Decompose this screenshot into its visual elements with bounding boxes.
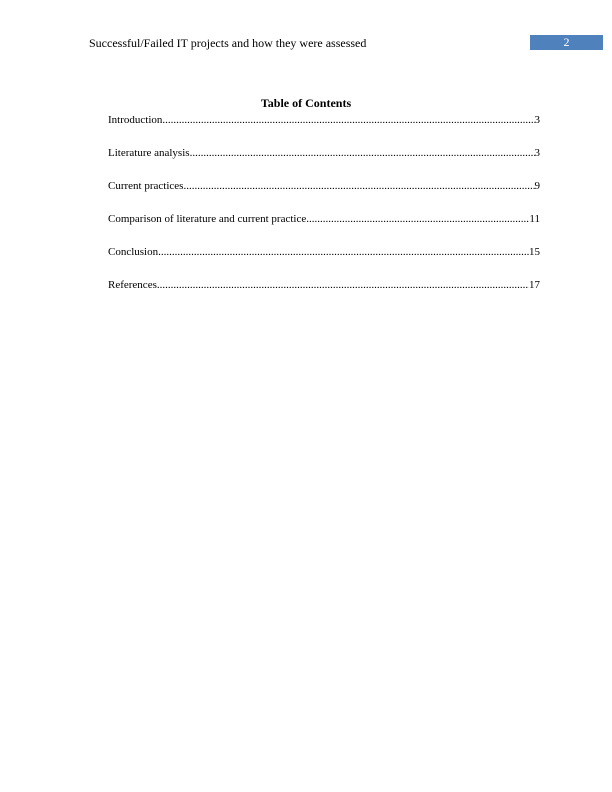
toc-entry-label: Introduction bbox=[108, 114, 163, 126]
toc-entry-comparison[interactable] bbox=[108, 212, 540, 245]
toc-entry-conclusion[interactable] bbox=[108, 245, 540, 278]
running-header-title: Successful/Failed IT projects and how they were assessed bbox=[89, 36, 367, 50]
toc-entry-label: Comparison of literature and current practice bbox=[108, 213, 307, 225]
toc-dot-leader bbox=[158, 245, 529, 259]
toc-dot-leader bbox=[183, 179, 534, 193]
toc-entry-current-practices[interactable] bbox=[108, 179, 540, 212]
toc-entry-label: Current practices bbox=[108, 180, 184, 192]
toc-entry-literature-analysis[interactable] bbox=[108, 146, 540, 179]
toc-entry-page: 15 bbox=[529, 246, 540, 258]
toc-entry-page: 3 bbox=[534, 114, 540, 126]
toc-dot-leader bbox=[162, 113, 534, 127]
toc-entry-label: Conclusion bbox=[108, 246, 159, 258]
toc-dot-leader bbox=[157, 278, 529, 292]
toc-entry-page: 9 bbox=[534, 180, 540, 192]
toc-entry-label: Literature analysis bbox=[108, 147, 190, 159]
toc-entry-page: 3 bbox=[534, 147, 540, 159]
toc-entry-references[interactable] bbox=[108, 278, 540, 311]
table-of-contents bbox=[108, 113, 540, 311]
toc-heading: Table of Contents bbox=[260, 96, 352, 110]
toc-dot-leader bbox=[190, 146, 535, 160]
page-number-badge: 2 bbox=[530, 35, 603, 50]
toc-dot-leader bbox=[306, 212, 529, 226]
toc-entry-page: 17 bbox=[529, 279, 540, 291]
toc-entry-introduction[interactable] bbox=[108, 113, 540, 146]
toc-entry-label: References bbox=[108, 279, 157, 291]
toc-entry-page: 11 bbox=[529, 213, 540, 225]
